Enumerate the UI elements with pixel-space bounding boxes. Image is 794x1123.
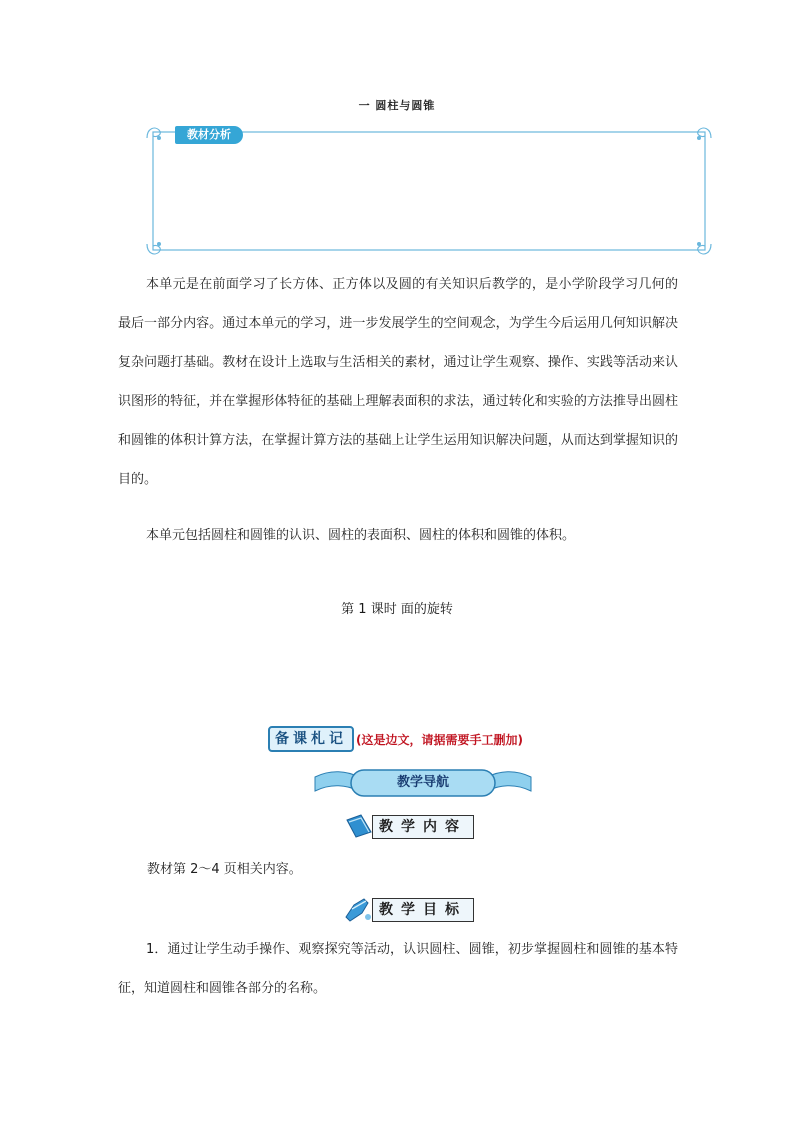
teaching-nav-banner [311,767,535,799]
chapter-title: 一 圆柱与圆锥 [358,99,436,112]
analysis-frame [145,124,713,258]
content-section-header [344,812,484,840]
goal-item-1 [118,930,678,1008]
beike-header [268,726,523,750]
pen-icon [344,895,374,923]
goal-section-label: 教学目标 [372,898,474,922]
beike-note: (这是边文，请据需要手工删加) [356,732,523,747]
content-section-label: 教学内容 [372,815,474,839]
lesson-title: 第 1 课时 面的旋转 [341,602,453,617]
intro-paragraph-1 [118,265,678,499]
intro-paragraph-text: 本单元是在前面学习了长方体、正方体以及圆的有关知识后教学的，是小学阶段学习几何的最后一部分内容。通过本单元的学习，进一步发展学生的空间观念，为学生今后运用几何知识解决复杂问题打基础。教材在设计上选取与生活相关的素材，通过让学生观察、操作、实践等活动来认识图形的特征，并在掌握形体特征的基础上理解表面积的求法，通过转化和实验的方法推导出圆柱和圆锥的体积计算方法，在掌握计算方法的基础上让学生运用知识解决问题，从而达到掌握知识的目的。 [118,277,678,487]
goal-section-header [344,895,484,923]
corner-ornament-icon [145,124,713,258]
content-text: 教材第 2～4 页相关内容。 [147,862,302,877]
intro-paragraph-2 [118,516,678,555]
teaching-nav-label: 教学导航 [396,775,449,790]
book-icon [344,812,374,840]
beike-label: 备课札记 [268,726,354,752]
analysis-tab: 教材分析 [175,126,243,144]
goal-item-text: 1．通过让学生动手操作、观察探究等活动，认识圆柱、圆锥，初步掌握圆柱和圆锥的基本特征，知道圆柱和圆锥各部分的名称。 [118,942,678,996]
intro-paragraph-text: 本单元包括圆柱和圆锥的认识、圆柱的表面积、圆柱的体积和圆锥的体积。 [146,528,576,543]
